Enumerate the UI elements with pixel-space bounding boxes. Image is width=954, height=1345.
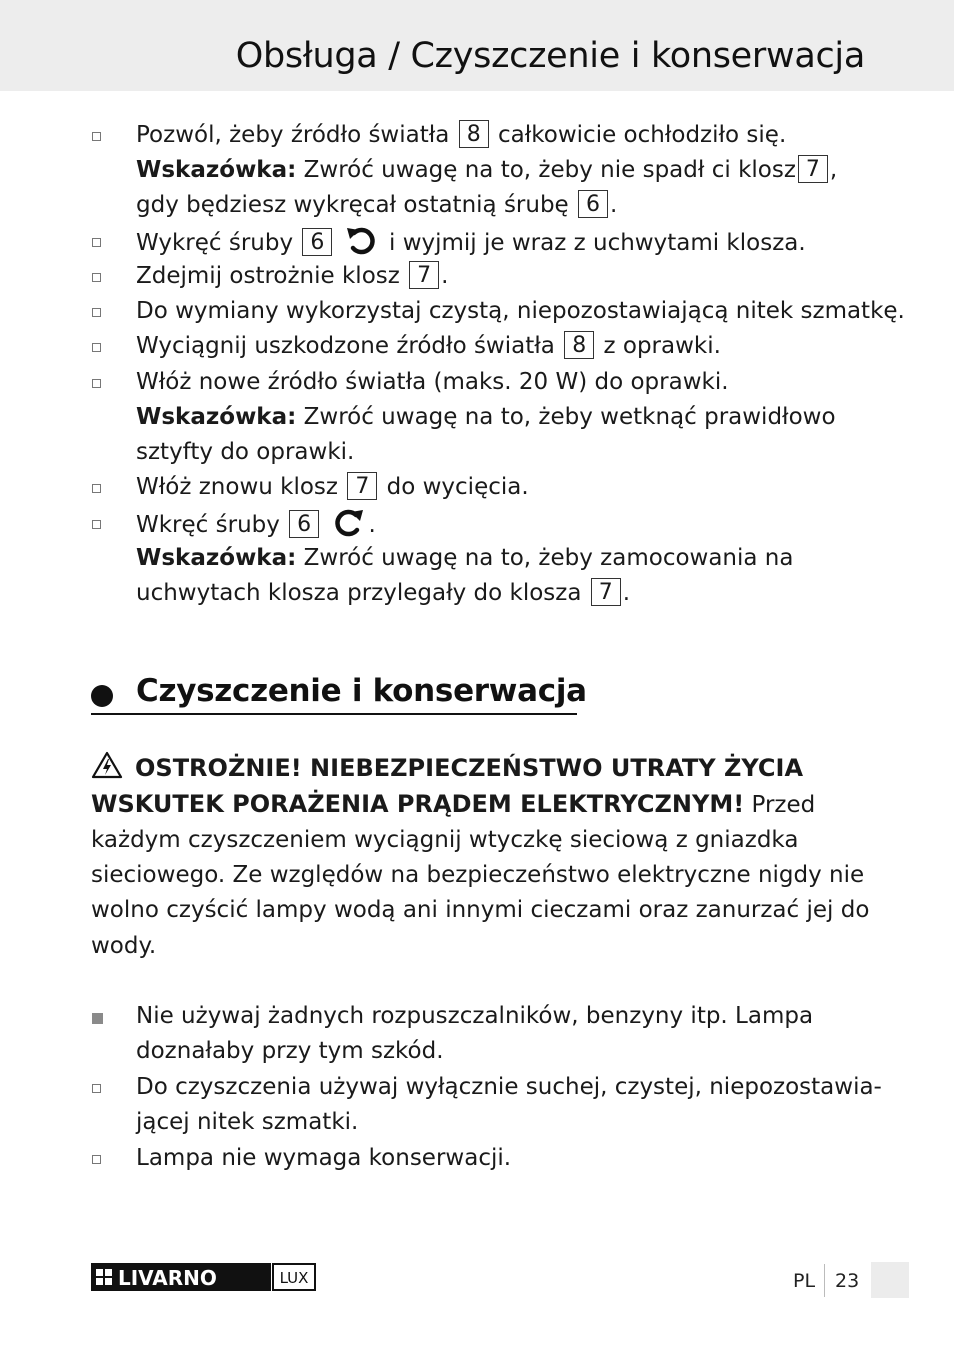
square-bullet-icon bbox=[92, 1155, 101, 1164]
language-code: PL bbox=[793, 1270, 816, 1292]
warning-heading: OSTROŻNIE! NIEBEZPIECZEŃSTWO UTRATY ŻYCIA bbox=[135, 754, 804, 782]
rotate-counterclockwise-icon bbox=[345, 224, 379, 258]
step-1 bbox=[136, 118, 786, 153]
note-text: sztyfty do oprawki. bbox=[136, 439, 355, 465]
step-text: Włóż nowe źródło światła (maks. 20 W) do oprawki. bbox=[136, 369, 729, 395]
cleaning-item-3: Lampa nie wymaga konserwacji. bbox=[136, 1145, 512, 1171]
square-bullet-icon bbox=[92, 520, 101, 529]
note-label: Wskazówka: bbox=[136, 545, 297, 571]
cleaning-item-1: Nie używaj żadnych rozpuszczalników, benzyny itp. Lampa bbox=[136, 1003, 814, 1029]
step-text: Wkręć śruby bbox=[136, 512, 280, 538]
reference-box: 8 bbox=[459, 120, 489, 148]
step-text: z oprawki. bbox=[603, 333, 721, 359]
warning-line-4: sieciowego. Ze względów na bezpieczeństwo elektryczne nigdy nie bbox=[91, 862, 865, 888]
note-text: . bbox=[622, 580, 631, 606]
step-text: . bbox=[368, 512, 376, 538]
step-8-note-cont bbox=[136, 576, 630, 611]
step-text: Pozwól, żeby źródło światła bbox=[136, 122, 450, 148]
logo-sub-text: LUX bbox=[279, 1269, 309, 1287]
warning-heading: WSKUTEK PORAŻENIA PRĄDEM ELEKTRYCZNYM! bbox=[91, 790, 745, 818]
step-5 bbox=[136, 329, 721, 364]
step-text: . bbox=[441, 263, 449, 289]
section-title: Czyszczenie i konserwacja bbox=[136, 673, 587, 709]
step-2 bbox=[136, 224, 806, 261]
step-text: do wycięcia. bbox=[386, 474, 529, 500]
warning-line-5: wolno czyścić lampy wodą ani innymi cieczami oraz zanurzać jej do bbox=[91, 897, 870, 923]
warning-line-3: każdym czyszczeniem wyciągnij wtyczkę sieciową z gniazdka bbox=[91, 827, 799, 853]
warning-triangle-icon bbox=[91, 751, 123, 779]
warning-text: Przed bbox=[751, 792, 816, 818]
warning-line-2 bbox=[91, 787, 815, 823]
square-bullet-icon bbox=[92, 132, 101, 141]
section-bullet-icon bbox=[91, 685, 113, 707]
square-bullet-icon bbox=[92, 379, 101, 388]
livarno-lux-logo bbox=[91, 1263, 316, 1291]
step-text: Zdejmij ostrożnie klosz bbox=[136, 263, 400, 289]
cleaning-item-1-cont: doznałaby przy tym szkód. bbox=[136, 1038, 444, 1064]
page-title: Obsługa / Czyszczenie i konserwacja bbox=[235, 36, 865, 76]
note-text: uchwytach klosza przylegały do klosza bbox=[136, 580, 582, 606]
reference-box: 7 bbox=[591, 578, 621, 606]
note-text: , bbox=[829, 157, 838, 183]
reference-box: 6 bbox=[302, 228, 332, 256]
step-8-note bbox=[136, 541, 793, 576]
note-text: Zwróć uwagę na to, żeby zamocowania na bbox=[303, 545, 794, 571]
reference-box: 6 bbox=[578, 190, 608, 218]
section-underline bbox=[91, 713, 577, 715]
square-bullet-icon bbox=[92, 273, 101, 282]
rotate-clockwise-icon bbox=[331, 506, 365, 540]
step-7 bbox=[136, 470, 529, 505]
step-4 bbox=[136, 294, 905, 329]
reference-box: 6 bbox=[289, 510, 319, 538]
square-bullet-icon bbox=[92, 238, 101, 247]
note-text: . bbox=[610, 192, 618, 218]
logo-brand-text: LIVARNO bbox=[118, 1266, 217, 1290]
step-1-note-cont bbox=[136, 188, 617, 223]
note-text: gdy będziesz wykręcał ostatnią śrubę bbox=[136, 192, 569, 218]
note-label: Wskazówka: bbox=[136, 157, 297, 183]
note-text: Zwróć uwagę na to, żeby nie spadł ci klosz bbox=[303, 157, 796, 183]
step-6-note-cont bbox=[136, 435, 354, 470]
step-text: Wykręć śruby bbox=[136, 230, 294, 256]
step-6 bbox=[136, 365, 729, 400]
step-text: Wyciągnij uszkodzone źródło światła bbox=[136, 333, 555, 359]
step-1-note bbox=[136, 153, 837, 188]
step-text: Włóż znowu klosz bbox=[136, 474, 338, 500]
square-bullet-icon bbox=[92, 308, 101, 317]
cleaning-item-2: Do czyszczenia używaj wyłącznie suchej, czystej, niepozostawia- bbox=[136, 1074, 882, 1100]
footer-box bbox=[871, 1262, 909, 1298]
step-text: Do wymiany wykorzystaj czystą, niepozostawiającą nitek szmatkę. bbox=[136, 298, 905, 324]
step-3 bbox=[136, 259, 448, 294]
cleaning-item-2-cont: jącej nitek szmatki. bbox=[136, 1109, 359, 1135]
warning-line-6: wody. bbox=[91, 933, 157, 959]
note-text: Zwróć uwagę na to, żeby wetknąć prawidłowo bbox=[303, 404, 836, 430]
reference-box: 7 bbox=[798, 155, 828, 183]
square-bullet-icon bbox=[92, 1084, 101, 1093]
square-bullet-icon bbox=[92, 343, 101, 352]
step-8 bbox=[136, 506, 376, 543]
step-text: całkowicie ochłodziło się. bbox=[498, 122, 787, 148]
note-label: Wskazówka: bbox=[136, 404, 297, 430]
square-bullet-icon bbox=[92, 484, 101, 493]
filled-square-bullet-icon bbox=[92, 1013, 103, 1024]
step-6-note bbox=[136, 400, 836, 435]
reference-box: 7 bbox=[347, 472, 377, 500]
reference-box: 8 bbox=[564, 331, 594, 359]
warning-line-1 bbox=[91, 751, 803, 787]
page-header bbox=[0, 0, 954, 91]
footer-divider bbox=[824, 1264, 825, 1297]
reference-box: 7 bbox=[409, 261, 439, 289]
page-number: 23 bbox=[835, 1270, 860, 1292]
step-text: i wyjmij je wraz z uchwytami klosza. bbox=[389, 230, 806, 256]
